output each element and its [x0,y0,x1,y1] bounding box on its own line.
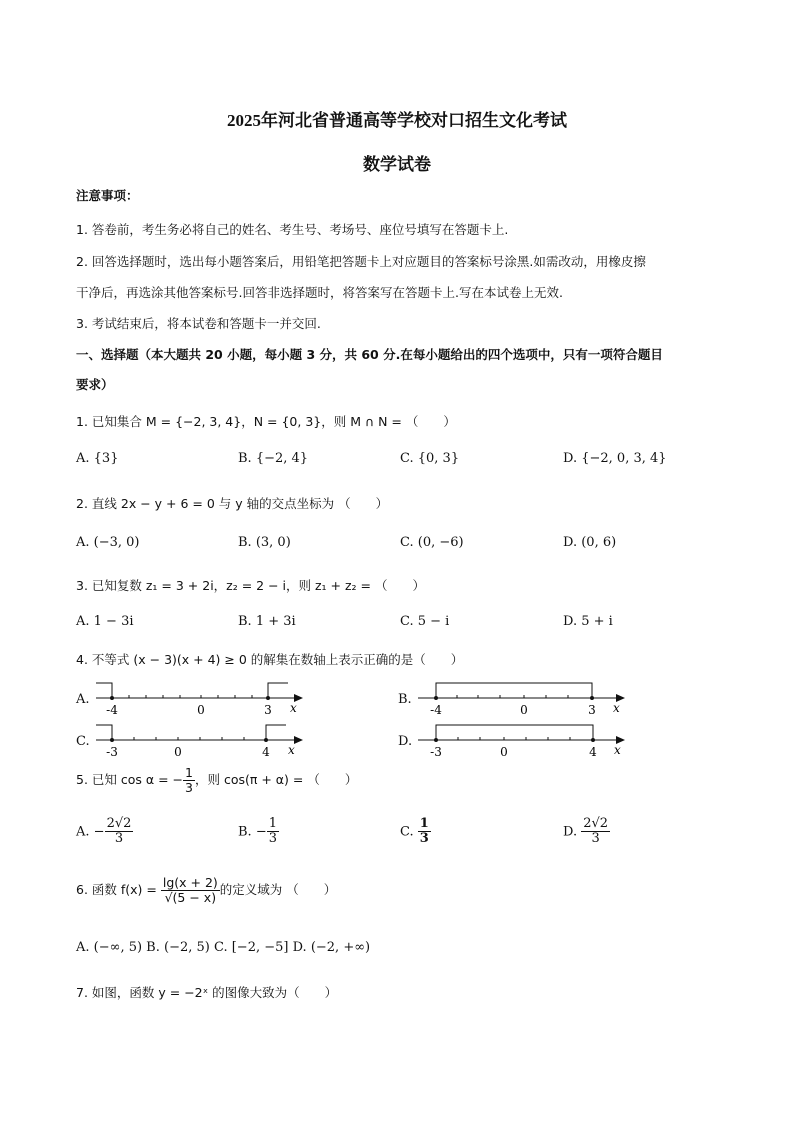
q2-option-a: A. (−3, 0) [76,535,140,550]
q5-a-label: A. [76,824,90,840]
q3-stem: 3. 已知复数 z₁ = 3 + 2i，z₂ = 2 − i，则 z₁ + z₂ = （ ） [76,578,425,593]
note-2b: 干净后，再选涂其他答案标号.回答非选择题时，将答案写在答题卡上.写在本试卷上无效. [76,285,563,300]
q4-b-tick-1: -4 [430,703,442,717]
exam-title: 2025年河北省普通高等学校对口招生文化考试 [227,111,567,130]
notes-heading: 注意事项： [76,188,139,203]
q4-option-a [76,678,306,718]
q4-b-var: x [613,701,620,715]
q4-option-b-label: B. [398,692,412,707]
q2-option-c: C. (0, −6) [400,535,464,550]
exam-subtitle: 数学试卷 [363,155,431,174]
q4-a-var: x [290,701,297,715]
q5-stem-pre: 5. 已知 cos α = − [76,771,184,787]
q5-c-label: C. [400,824,414,840]
note-3: 3. 考试结束后，将本试卷和答题卡一并交回. [76,316,321,331]
q4-a-tick-2: 0 [197,703,205,717]
q3-option-d: D. 5 + i [563,614,613,629]
q4-option-b [398,678,628,718]
note-1: 1. 答卷前，考生务必将自己的姓名、考生号、考场号、座位号填写在答题卡上. [76,222,509,237]
q5-option-b [238,817,279,847]
q4-stem: 4. 不等式 (x − 3)(x + 4) ≥ 0 的解集在数轴上表示正确的是（ ） [76,652,464,667]
q4-option-c [76,720,306,760]
q4-a-tick-1: -4 [106,703,118,717]
q2-option-b: B. (3, 0) [238,535,291,550]
q4-c-tick-1: -3 [106,745,118,759]
q5-stem-num: 1 [185,765,193,780]
q4-d-tick-3: 4 [589,745,597,759]
q5-d-den: 3 [591,831,600,847]
section-heading: 一、选择题（本大题共 20 小题，每小题 3 分，共 60 分.在每小题给出的四个选项中，只有一项符合题目 [76,347,663,362]
q4-a-tick-3: 3 [264,703,272,717]
q4-d-var: x [614,743,621,757]
q6-stem-pre: 6. 函数 f(x) = [76,881,161,897]
q5-b-sign: − [255,824,267,840]
q5-c-den: 3 [419,831,429,847]
q4-option-d [398,720,628,760]
q4-d-tick-1: -3 [430,745,442,759]
q4-number-line-c [92,720,306,760]
q5-c-num: 1 [419,816,429,831]
q4-c-tick-2: 0 [174,745,182,759]
q4-b-tick-3: 3 [588,703,596,717]
q5-option-c [400,817,431,847]
q5-a-den: 3 [114,831,124,847]
q5-b-label: B. [238,824,252,840]
q4-c-var: x [288,743,295,757]
q5-option-d [563,817,610,847]
q5-b-den: 3 [268,831,278,847]
q5-option-a [76,817,133,847]
q5-b-num: 1 [268,816,278,831]
q1-option-d: D. {−2, 0, 3, 4} [563,451,667,466]
q4-number-line-d [414,720,628,760]
q5-stem [76,766,357,795]
q4-option-d-label: D. [398,734,413,749]
q5-d-num: 2√2 [583,816,609,831]
q5-d-label: D. [563,824,578,840]
q4-number-line-b [414,678,628,718]
q1-option-b: B. {−2, 4} [238,451,309,466]
q5-a-num: 2√2 [106,816,132,831]
q6-stem-num: lg(x + 2) [162,875,218,890]
section-heading-cont: 要求） [76,377,114,392]
q4-c-tick-3: 4 [262,745,270,759]
q3-option-c: C. 5 − i [400,614,450,629]
q5-stem-den: 3 [185,779,193,795]
q5-a-sign: − [93,824,105,840]
q2-option-d: D. (0, 6) [563,535,617,550]
q2-stem: 2. 直线 2x − y + 6 = 0 与 y 轴的交点坐标为 （ ） [76,496,389,511]
q3-option-b: B. 1 + 3i [238,614,296,629]
q7-stem: 7. 如图，函数 y = −2ˣ 的图像大致为（ ） [76,985,338,1000]
q1-option-a: A. {3} [76,451,119,466]
q3-option-a: A. 1 − 3i [76,614,134,629]
q4-number-line-a [92,678,306,718]
q1-stem: 1. 已知集合 M = {−2, 3, 4}，N = {0, 3}，则 M ∩ N = （ ） [76,414,456,429]
q1-option-c: C. {0, 3} [400,451,460,466]
q5-stem-post: ，则 cos(π + α) = （ ） [194,771,358,787]
q4-option-c-label: C. [76,734,90,749]
q4-b-tick-2: 0 [520,703,528,717]
q4-option-a-label: A. [76,692,90,707]
q6-options: A. (−∞, 5) B. (−2, 5) C. [−2, −5] D. (−2, +∞) [76,940,371,955]
q4-d-tick-2: 0 [500,745,508,759]
q6-stem-post: 的定义域为 （ ） [219,881,337,897]
q6-stem [76,876,336,905]
q6-stem-den: √(5 − x) [164,889,217,905]
note-2a: 2. 回答选择题时，选出每小题答案后，用铅笔把答题卡上对应题目的答案标号涂黑.如需改动，用橡皮擦 [76,254,646,269]
